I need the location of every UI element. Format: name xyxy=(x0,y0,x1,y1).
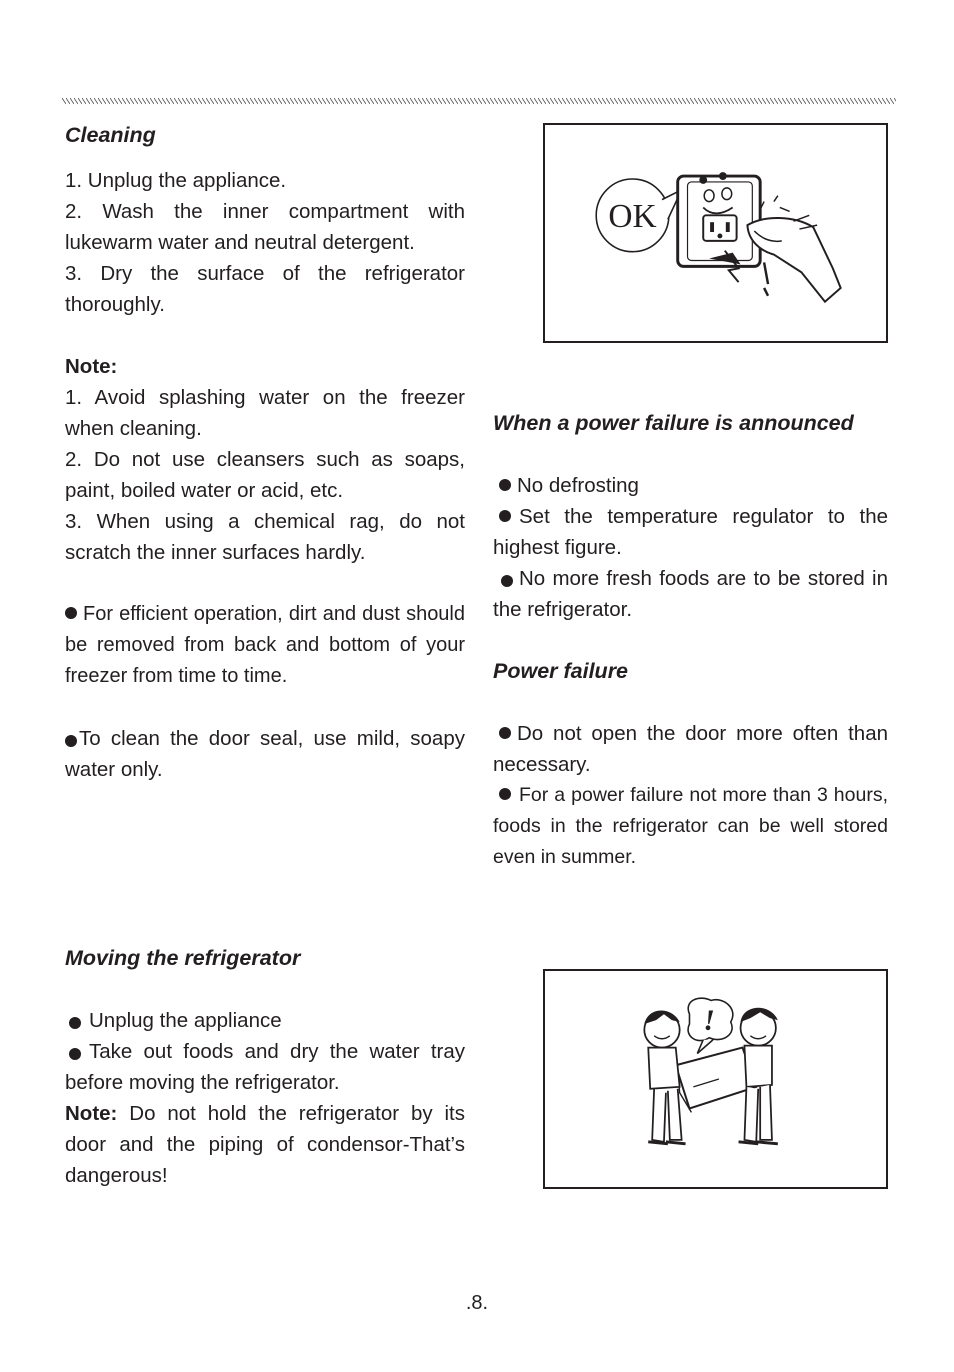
moving-illustration xyxy=(543,969,888,1189)
bullet-icon xyxy=(65,735,77,747)
page-number: .8. xyxy=(465,1292,489,1314)
power-section xyxy=(493,408,888,873)
cleaning-step-1: 1. Unplug the appliance. xyxy=(65,169,287,192)
bullet-icon xyxy=(65,607,77,619)
power-failure-bullet-1: Do not open the door more often than necessary. xyxy=(493,722,888,776)
moving-note: Note: Do not hold the refrigerator by its door and the piping of condensor-That’s dangerous! xyxy=(65,1102,465,1187)
cleaning-note-3: 3. When using a chemical rag, do not scratch the inner surfaces hardly. xyxy=(65,510,465,564)
unplug-illustration xyxy=(543,123,888,343)
plug-socket-hand-icon xyxy=(545,125,886,341)
power-failure-bullet-2: For a power failure not more than 3 hours, foods in the refrigerator can be well stored even in summer. xyxy=(493,784,888,868)
cleaning-bullet-dust: For efficient operation, dirt and dust should be removed from back and bottom of your freezer from time to time. xyxy=(65,603,465,687)
moving-section xyxy=(65,943,465,1191)
power-failure-title: Power failure xyxy=(493,659,629,683)
moving-title: Moving the refrigerator xyxy=(65,946,301,970)
people-carrying-fridge-icon xyxy=(545,971,886,1187)
power-announced-title: When a power failure is announced xyxy=(493,411,854,435)
bullet-icon xyxy=(501,575,513,587)
ok-bubble-text: OK xyxy=(608,198,657,236)
cleaning-title: Cleaning xyxy=(65,123,156,147)
power-announced-bullet-2: Set the temperature regulator to the highest figure. xyxy=(493,505,888,559)
bullet-icon xyxy=(499,510,511,522)
cleaning-step-3: 3. Dry the surface of the refrigerator thoroughly. xyxy=(65,262,465,316)
moving-bullet-foods: Take out foods and dry the water tray before moving the refrigerator. xyxy=(65,1040,465,1094)
cleaning-section xyxy=(65,120,465,785)
cleaning-note-label: Note: xyxy=(65,355,118,378)
bullet-icon xyxy=(69,1017,81,1029)
cleaning-note-2: 2. Do not use cleansers such as soaps, paint, boiled water or acid, etc. xyxy=(65,448,465,502)
power-announced-bullet-1: No defrosting xyxy=(493,470,888,501)
cleaning-step-2: 2. Wash the inner compartment with lukewarm water and neutral detergent. xyxy=(65,200,465,254)
moving-note-label: Note: xyxy=(65,1102,118,1125)
bullet-icon xyxy=(499,788,511,800)
bullet-icon xyxy=(499,479,511,491)
cleaning-note-1: 1. Avoid splashing water on the freezer when cleaning. xyxy=(65,386,465,440)
power-announced-bullet-3: No more fresh foods are to be stored in the refrigerator. xyxy=(493,567,888,621)
warning-bubble-text: ! xyxy=(703,1004,715,1037)
moving-bullet-unplug: Unplug the appliance xyxy=(65,1005,465,1036)
decorative-zigzag-rule xyxy=(62,96,896,106)
bullet-icon xyxy=(69,1048,81,1060)
bullet-icon xyxy=(499,727,511,739)
cleaning-bullet-door-seal: To clean the door seal, use mild, soapy water only. xyxy=(65,727,465,781)
